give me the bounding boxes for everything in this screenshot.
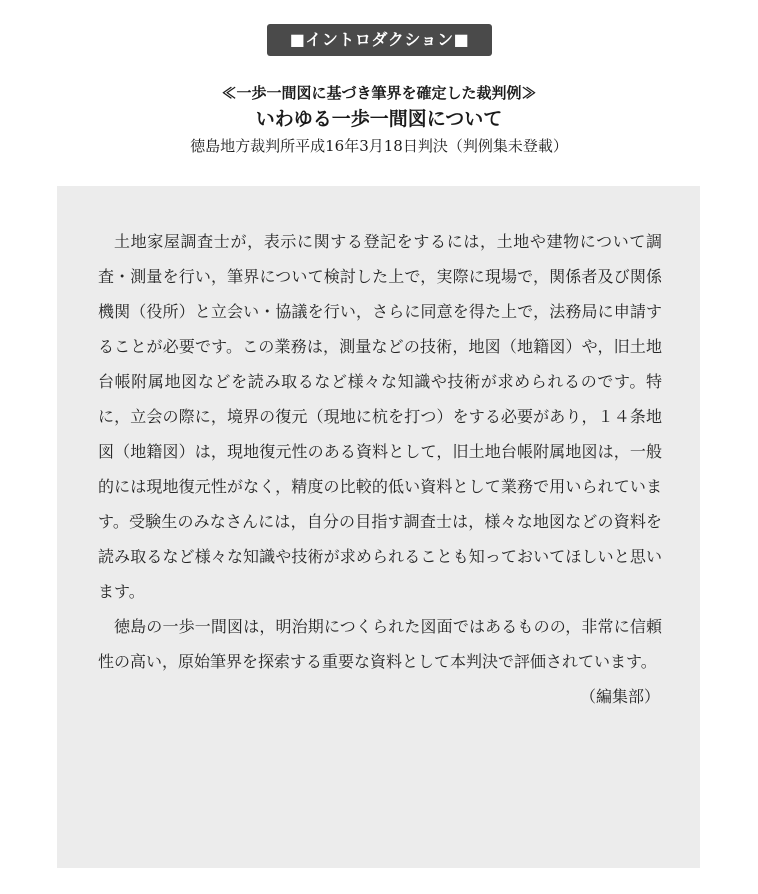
section-badge: ■イントロダクション■ — [267, 24, 492, 56]
body-paragraph: 徳島の一歩一間図は，明治期につくられた図面ではあるものの，非常に信頼性の高い，原始筆界を探索する重要な資料として本判決で評価されています。 — [98, 617, 662, 671]
article-body — [57, 186, 700, 868]
article-heading — [0, 82, 758, 158]
article-title: いわゆる一歩一間図について — [255, 108, 503, 130]
article-subtitle: ≪一歩一間図に基づき筆界を確定した裁判例≫ — [221, 84, 537, 102]
case-citation: 徳島地方裁判所平成16年3月18日判決（判例集未登載） — [190, 137, 568, 155]
editor-signature: （編集部） — [579, 687, 660, 706]
body-paragraph: 土地家屋調査士が，表示に関する登記をするには，土地や建物について調査・測量を行い，筆界について検討した上で，実際に現場で，関係者及び関係機関（役所）と立会い・協議を行い，さらに同意を得た上で，法務局に申請することが必要です。この業務は，測量などの技術，地図（地籍図）や，旧土地台帳附属地図などを読み取るなど様々な知識や技術が求められるのです。特に，立会の際に，境界の復元（現地に杭を打つ）をする必要があり，１４条地図（地籍図）は，現地復元性のある資料として，旧土地台帳附属地図は，一般的には現地復元性がなく，精度の比較的低い資料として業務で用いられています。受験生のみなさんには，自分の目指す調査士は，様々な地図などの資料を読み取るなど様々な知識や技術が求められることも知っておいてほしいと思います。 — [98, 232, 662, 601]
